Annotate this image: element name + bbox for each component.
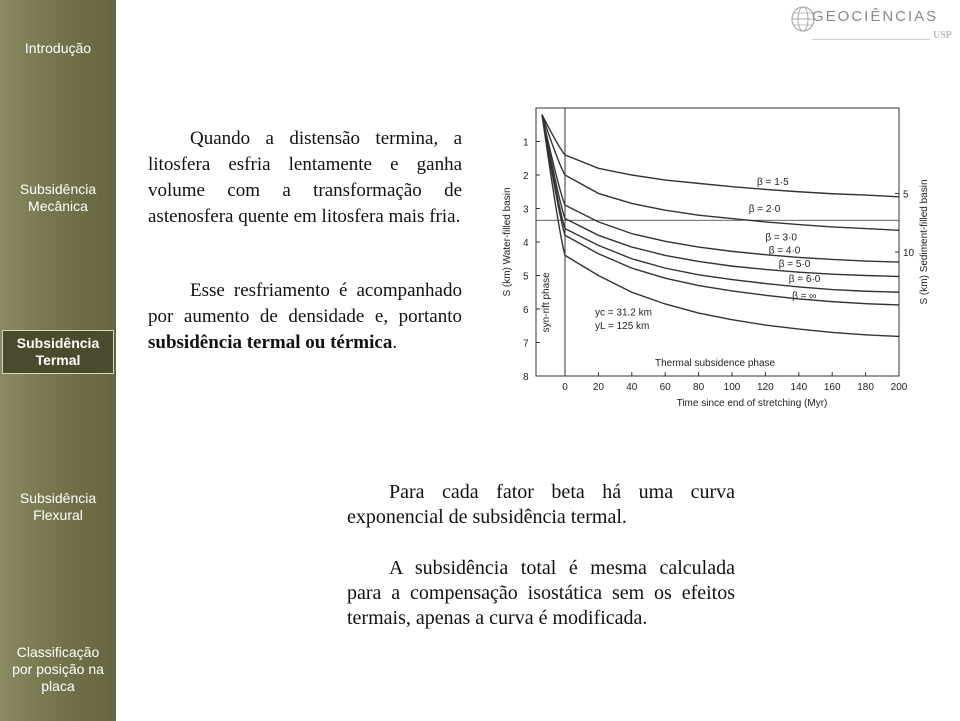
thermal-phase-label: Thermal subsidence phase: [655, 357, 776, 369]
paragraph-text: A subsidência total é mesma calculada para a compensação isostática sem os efeitos termais, apenas a curva é modificada.: [347, 557, 735, 629]
y-tick-label: 5: [523, 271, 529, 283]
x-axis-label: Time since end of stretching (Myr): [676, 398, 828, 409]
y-tick-label: 2: [523, 171, 529, 182]
y-right-tick-label: 10: [903, 248, 915, 260]
series-line: [542, 115, 899, 231]
y-tick-label: 3: [523, 204, 529, 216]
sidebar-item-subsidencia-flexural[interactable]: [0, 490, 116, 524]
x-tick-label: 80: [693, 382, 705, 393]
series-line: [542, 115, 899, 305]
x-tick-label: 160: [823, 382, 841, 393]
sidebar-item-label: Introdução: [24, 40, 92, 56]
logo-underline: [812, 39, 930, 40]
yl-annotation: yL = 125 km: [595, 321, 650, 333]
sidebar-item-classificacao[interactable]: [0, 644, 116, 695]
paragraph-beta: [347, 480, 735, 530]
y-tick-label: 7: [523, 338, 529, 350]
paragraph-distension: [148, 126, 462, 230]
x-tick-label: 0: [562, 382, 568, 393]
paragraph-text: Para cada fator beta há uma curva exponencial de subsidência termal.: [347, 481, 735, 528]
x-tick-label: 20: [592, 382, 604, 393]
y-tick-label: 8: [523, 372, 529, 383]
y-axis-label-left: S (km) Water-filled basin: [502, 187, 513, 297]
series-label: β = 5·0: [778, 259, 811, 271]
sidebar: [0, 0, 116, 721]
x-tick-label: 140: [790, 382, 808, 393]
x-tick-label: 100: [723, 382, 741, 393]
sidebar-item-label: Classificação por posição na placa: [12, 644, 104, 694]
usp-mark: USP: [933, 30, 952, 41]
period: .: [392, 332, 398, 353]
x-tick-label: 60: [659, 382, 671, 393]
series-line: [542, 115, 899, 262]
x-tick-label: 40: [626, 382, 638, 393]
yc-annotation: yc = 31.2 km: [595, 307, 652, 319]
y-axis-label-right: S (km) Sediment-filled basin: [919, 179, 930, 305]
paragraph-cooling: [148, 278, 462, 356]
chart-svg: [494, 96, 946, 426]
sidebar-item-label: Subsidência Flexural: [19, 490, 97, 523]
x-tick-label: 200: [890, 382, 908, 393]
x-tick-label: 180: [857, 382, 874, 393]
geociencias-logo: [790, 2, 960, 42]
series-label: β = 2·0: [748, 203, 781, 215]
sidebar-item-introducao[interactable]: [0, 40, 116, 57]
y-tick-label: 1: [523, 137, 529, 149]
sidebar-item-subsidencia-mecanica[interactable]: [0, 181, 116, 215]
bold-term: subsidência termal ou térmica: [148, 332, 393, 353]
y-tick-label: 6: [523, 305, 529, 316]
logo-text: GEOCIÊNCIAS: [812, 8, 939, 25]
series-line: [542, 115, 899, 337]
series-line: [542, 115, 899, 293]
series-label: β = 1·5: [757, 177, 789, 189]
series-label: β = 6·0: [788, 274, 821, 286]
sidebar-item-subsidencia-termal[interactable]: [2, 330, 114, 374]
x-tick-label: 120: [757, 382, 774, 393]
series-line: [542, 115, 899, 197]
y-tick-label: 4: [523, 238, 529, 249]
subsidence-chart: [494, 96, 946, 426]
paragraph-total: [347, 556, 735, 631]
series-label: β = 4·0: [768, 245, 801, 257]
sidebar-item-label: Subsidência Termal: [16, 335, 100, 368]
paragraph-text: Quando a distensão termina, a litosfera esfria lentamente e ganha volume com a transformação de astenosfera quente em litosfera mais fria.: [148, 128, 462, 227]
series-label: β = ∞: [792, 290, 817, 302]
series-label: β = 3·0: [765, 232, 798, 244]
sidebar-item-label: Subsidência Mecânica: [19, 181, 97, 214]
synrift-label: syn-rift phase: [541, 272, 552, 333]
paragraph-text: Esse resfriamento é acompanhado por aumento de densidade e, portanto: [148, 280, 462, 327]
y-right-tick-label: 5: [903, 189, 909, 201]
